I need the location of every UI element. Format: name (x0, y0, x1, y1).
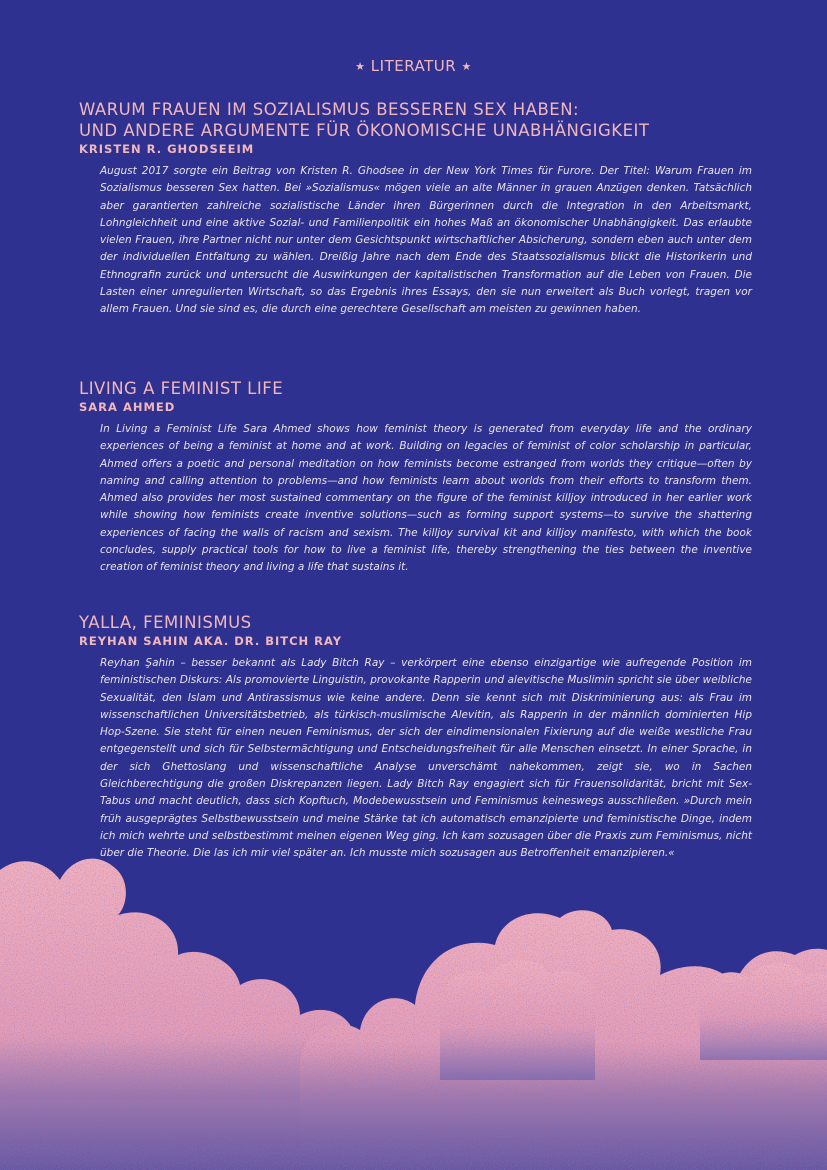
book-author: KRISTEN R. GHODSEEIM (79, 142, 255, 156)
book-title (79, 612, 759, 633)
book-entry (79, 612, 759, 863)
section-header (0, 57, 827, 75)
book-title (79, 378, 759, 399)
book-description: August 2017 sorgte ein Beitrag von Kristen R. Ghodsee in der New York Times für Furore. Der Titel: Warum Frauen im Sozialismus besseren Sex hatten. Bei »Sozialismus« mögen viele an alte Männer in grauen Anzügen denken. Tatsächlich aber garantierten zahlreiche sozialistische Länder ihren Bürgerinnen durch die Integration in den Arbeitsmarkt, Lohngleichheit und eine aktive Sozial- und Familienpolitik ein hohes Maß an ökonomischer Unabhängigkeit. Das erlaubte vielen Frauen, ihre Partner nicht nur unter dem Gesichtspunkt wirtschaftlicher Absicherung, sondern eben auch unter dem der individuellen Entfaltung zu wählen. Dreißig Jahre nach dem Ende des Staatssozialismus blickt die Historikerin und Ethnografin zurück und untersucht die Auswirkungen der kapitalistischen Transformation auf die Leben von Frauen. Die Lasten einer unregulierten Wirtschaft, so das Ergebnis ihres Essays, den sie nun erweitert als Buch vorlegt, tragen vor allem Frauen. Und sie sind es, die durch eine gerechtere Gesellschaft am meisten zu gewinnen haben. (100, 165, 752, 316)
book-description: Reyhan Şahin – besser bekannt als Lady Bitch Ray – verkörpert eine ebenso einzigartige wie aufregende Position im feministischen Diskurs: Als promovierte Linguistin, provokante Rapperin und alevitische Muslimin spricht sie über weibliche Sexualität, den Islam und Antirassismus wie keine andere. Denn sie kennt sich mit Diskriminierung aus: als Frau im wissenschaftlichen Universitätsbetrieb, als türkisch-muslimische Alevitin, als Rapperin in der männlich dominierten Hip Hop-Szene. Sie steht für einen neuen Feminismus, der sich der eindimensionalen Fixierung auf die weiße westliche Frau entgegenstellt und sich für Selbstermächtigung und Entscheidungsfreiheit für alle Menschen einsetzt. In einer Sprache, in der sich Ghettoslang und wissenschaftliche Analyse unverschämt nahekommen, zeigt sie, wo in Sachen Gleichberechtigung die großen Diskrepanzen liegen. Lady Bitch Ray engagiert sich für Frauensolidarität, bricht mit Sex-Tabus und macht deutlich, dass sich Kopftuch, Modebewusstsein und Feminismus keineswegs ausschließen. »Durch mein früh ausgeprägtes Selbstbewusstsein und meine Stärke tat ich automatisch emanzipierte und feministische Dinge, indem ich mich wehrte und selbstbestimmt meinen eigenen Weg ging. Ich kam sozusagen über die Praxis zum Feminismus, nicht über die Theorie. Die las ich mir viel später an. Ich musste mich sozusagen aus Betroffenheit emanzipieren.« (100, 657, 752, 860)
star-icon: ★ (355, 60, 366, 73)
book-entry (79, 99, 759, 319)
book-author: SARA AHMED (79, 400, 176, 414)
book-author: REYHAN SAHIN AKA. DR. BITCH RAY (79, 634, 343, 648)
book-description: In Living a Feminist Life Sara Ahmed shows how feminist theory is generated from everyday life and the ordinary experiences of being a feminist at home and at work. Building on legacies of feminist of color scholarship in particular, Ahmed offers a poetic and personal meditation on how feminists become estranged from worlds they critique—often by naming and calling attention to problems—and how feminists learn about worlds from their efforts to transform them. Ahmed also provides her most sustained commentary on the figure of the feminist killjoy introduced in her earlier work while showing how feminists create inventive solutions—such as forming support systems—to survive the shattering experiences of facing the walls of racism and sexism. The killjoy survival kit and killjoy manifesto, with which the book concludes, supply practical tools for how to live a feminist life, thereby strengthening the ties between the inventive creation of feminist theory and living a life that sustains it. (100, 423, 752, 574)
book-title-line: YALLA, FEMINISMUS (79, 613, 252, 632)
book-title-line: UND ANDERE ARGUMENTE FÜR ÖKONOMISCHE UNABHÄNGIGKEIT (79, 121, 650, 140)
section-label: LITERATUR (370, 57, 457, 75)
book-title-line: WARUM FRAUEN IM SOZIALISMUS BESSEREN SEX HABEN: (79, 100, 580, 119)
star-icon: ★ (461, 60, 472, 73)
book-entry (79, 378, 759, 577)
book-title-line: LIVING A FEMINIST LIFE (79, 379, 284, 398)
book-title (79, 99, 759, 141)
